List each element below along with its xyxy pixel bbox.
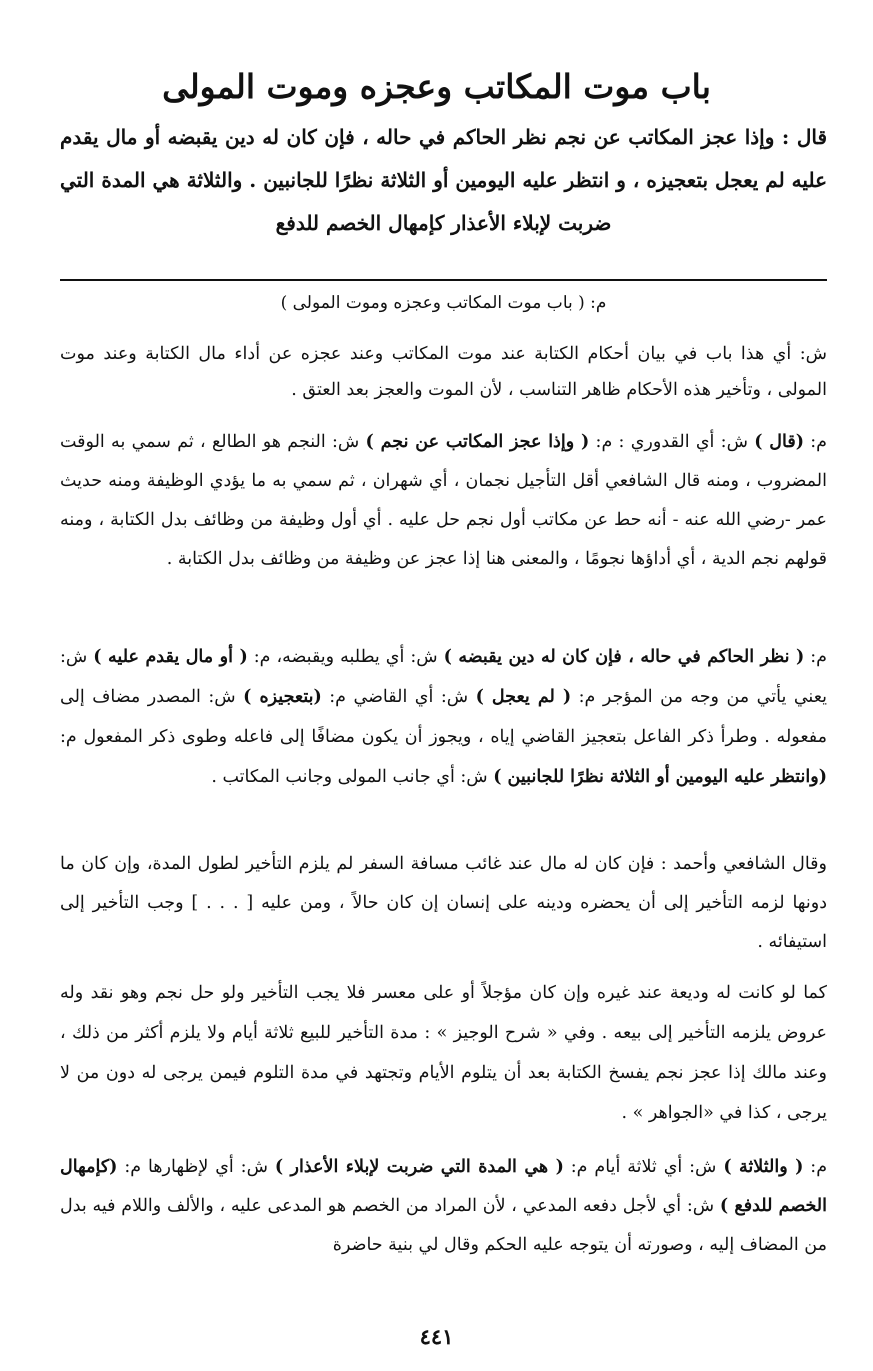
quoted-matn: ( لم يعجل ) (475, 687, 572, 707)
commentary-paragraph-1 (60, 336, 827, 408)
commentary-text: م: (804, 432, 828, 452)
commentary-heading: م: ( باب موت المكاتب وعجزه وموت المولى ) (280, 293, 607, 313)
commentary-text: ش: أي هذا باب في بيان أحكام الكتابة عند موت المكاتب وعند عجزه عن أداء مال الكتابة وعند موت المولى ، وتأخير هذه الأحكام ظاهر التناسب ، لأن الموت والعجز بعد العتق . (60, 344, 827, 400)
commentary-paragraph-5 (60, 973, 827, 1133)
quoted-matn: ( نظر الحاكم في حاله ، فإن كان له دين يقبضه ) (443, 647, 805, 667)
main-text: قال : وإذا عجز المكاتب عن نجم نظر الحاكم في حاله ، فإن كان له دين يقبضه أو مال يقدم عليه لم يعجل بتعجيزه ، و انتظر عليه اليومين أو الثلاثة نظرًا للجانبين . والثلاثة هي المدة التي ضربت لإبلاء الأعذار كإمهال الخصم للدفع (60, 125, 827, 235)
commentary-text: ش: المصدر مضاف إلى مفعوله . وطرأ ذكر الفاعل بتعجيز القاضي إياه ، ويجوز أن يكون مضافًا إلى فاعله وطوى ذكر المفعول م: (60, 687, 827, 747)
commentary-text: وقال الشافعي وأحمد : فإن كان له مال عند غائب مسافة السفر لم يلزم التأخير لطول المدة، وإن كان ما دونها لزمه التأخير إلى أن يحضره ودينه على إنسان إن كان حالاً ، ومن عليه [ . . . ] وجب التأخير إلى استيفائه . (60, 854, 827, 952)
quoted-matn: (بتعجيزه ) (243, 687, 322, 707)
quoted-matn: ( هي المدة التي ضربت لإبلاء الأعذار ) (274, 1157, 564, 1177)
commentary-text: م: (804, 647, 827, 667)
commentary-text: ش: أي جانب المولى وجانب المكاتب . (211, 767, 494, 787)
commentary-paragraph-6 (60, 1148, 827, 1265)
commentary-text: ش: أي يطلبه ويقبضه، م: (247, 647, 444, 667)
commentary-text: ش: أي لأجل دفعه المدعي ، لأن المراد من الخصم هو المدعى عليه ، والألف واللام فيه بدل من المضاف إليه ، وصورته أن يتوجه عليه الحكم وقال لي بنية حاضرة (60, 1196, 827, 1255)
quoted-matn: ( والثلاثة ) (723, 1157, 804, 1177)
commentary-text: م: (803, 1157, 828, 1177)
quoted-matn: ( أو مال يقدم عليه ) (93, 647, 248, 667)
quoted-matn: (قال ) (754, 432, 804, 452)
commentary-paragraph-3 (60, 637, 827, 797)
commentary-paragraph-2 (60, 423, 827, 579)
commentary-text: ش: النجم هو الطالع ، ثم سمي به الوقت المضروب ، ومنه قال الشافعي أقل التأجيل نجمان ، أي شهران ، ثم سمي به ما يؤدي الوظيفة ومنه حديث عمر -رضي الله عنه - أنه حط عن مكاتب أول نجم حل عليه . أي أول وظيفة من وظائف بدل الكتابة ، ومنه قولهم نجم الدية ، أي أداؤها نجومًا ، والمعنى هنا إذا عجز عن وظيفة من وظائف بدل الكتابة . (60, 432, 827, 569)
quoted-matn: (كإمهال الخصم للدفع ) (60, 1157, 827, 1216)
commentary-paragraph-4 (60, 845, 827, 962)
quoted-matn: (وانتظر عليه اليومين أو الثلاثة نظرًا للجانبين ) (493, 767, 827, 787)
commentary-text: ش: أي القاضي م: (321, 687, 476, 707)
chapter-title: باب موت المكاتب وعجزه وموت المولى (162, 67, 711, 106)
commentary-text: ش: أي لإظهارها م: (117, 1157, 275, 1177)
commentary-text: ش: أي ثلاثة أيام م: (563, 1157, 724, 1177)
quoted-matn: ( وإذا عجز المكاتب عن نجم ) (365, 432, 590, 452)
commentary-text: ش: أي القدوري : م: (589, 432, 755, 452)
commentary-text: كما لو كانت له وديعة عند غيره وإن كان مؤجلاً أو على معسر فلا يجب التأخير ولو حل نجم وهو نقد وله عروض يلزمه التأخير إلى بيعه . وفي « شرح الوجيز » : مدة التأخير للبيع ثلاثة أيام ولا يلزم أكثر من ذلك ، وعند مالك إذا عجز نجم يفسخ الكتابة بعد أن يتلوم الأيام وتجتهد في مدة التلوم فيمن يرجى له دون من لا يرجى ، كذا في «الجواهر » . (60, 983, 827, 1123)
separator-rule (60, 279, 827, 281)
commentary-text: ش: يعني يأتي من وجه من المؤجر م: (60, 647, 828, 707)
page-number: ٤٤١ (419, 1324, 454, 1349)
